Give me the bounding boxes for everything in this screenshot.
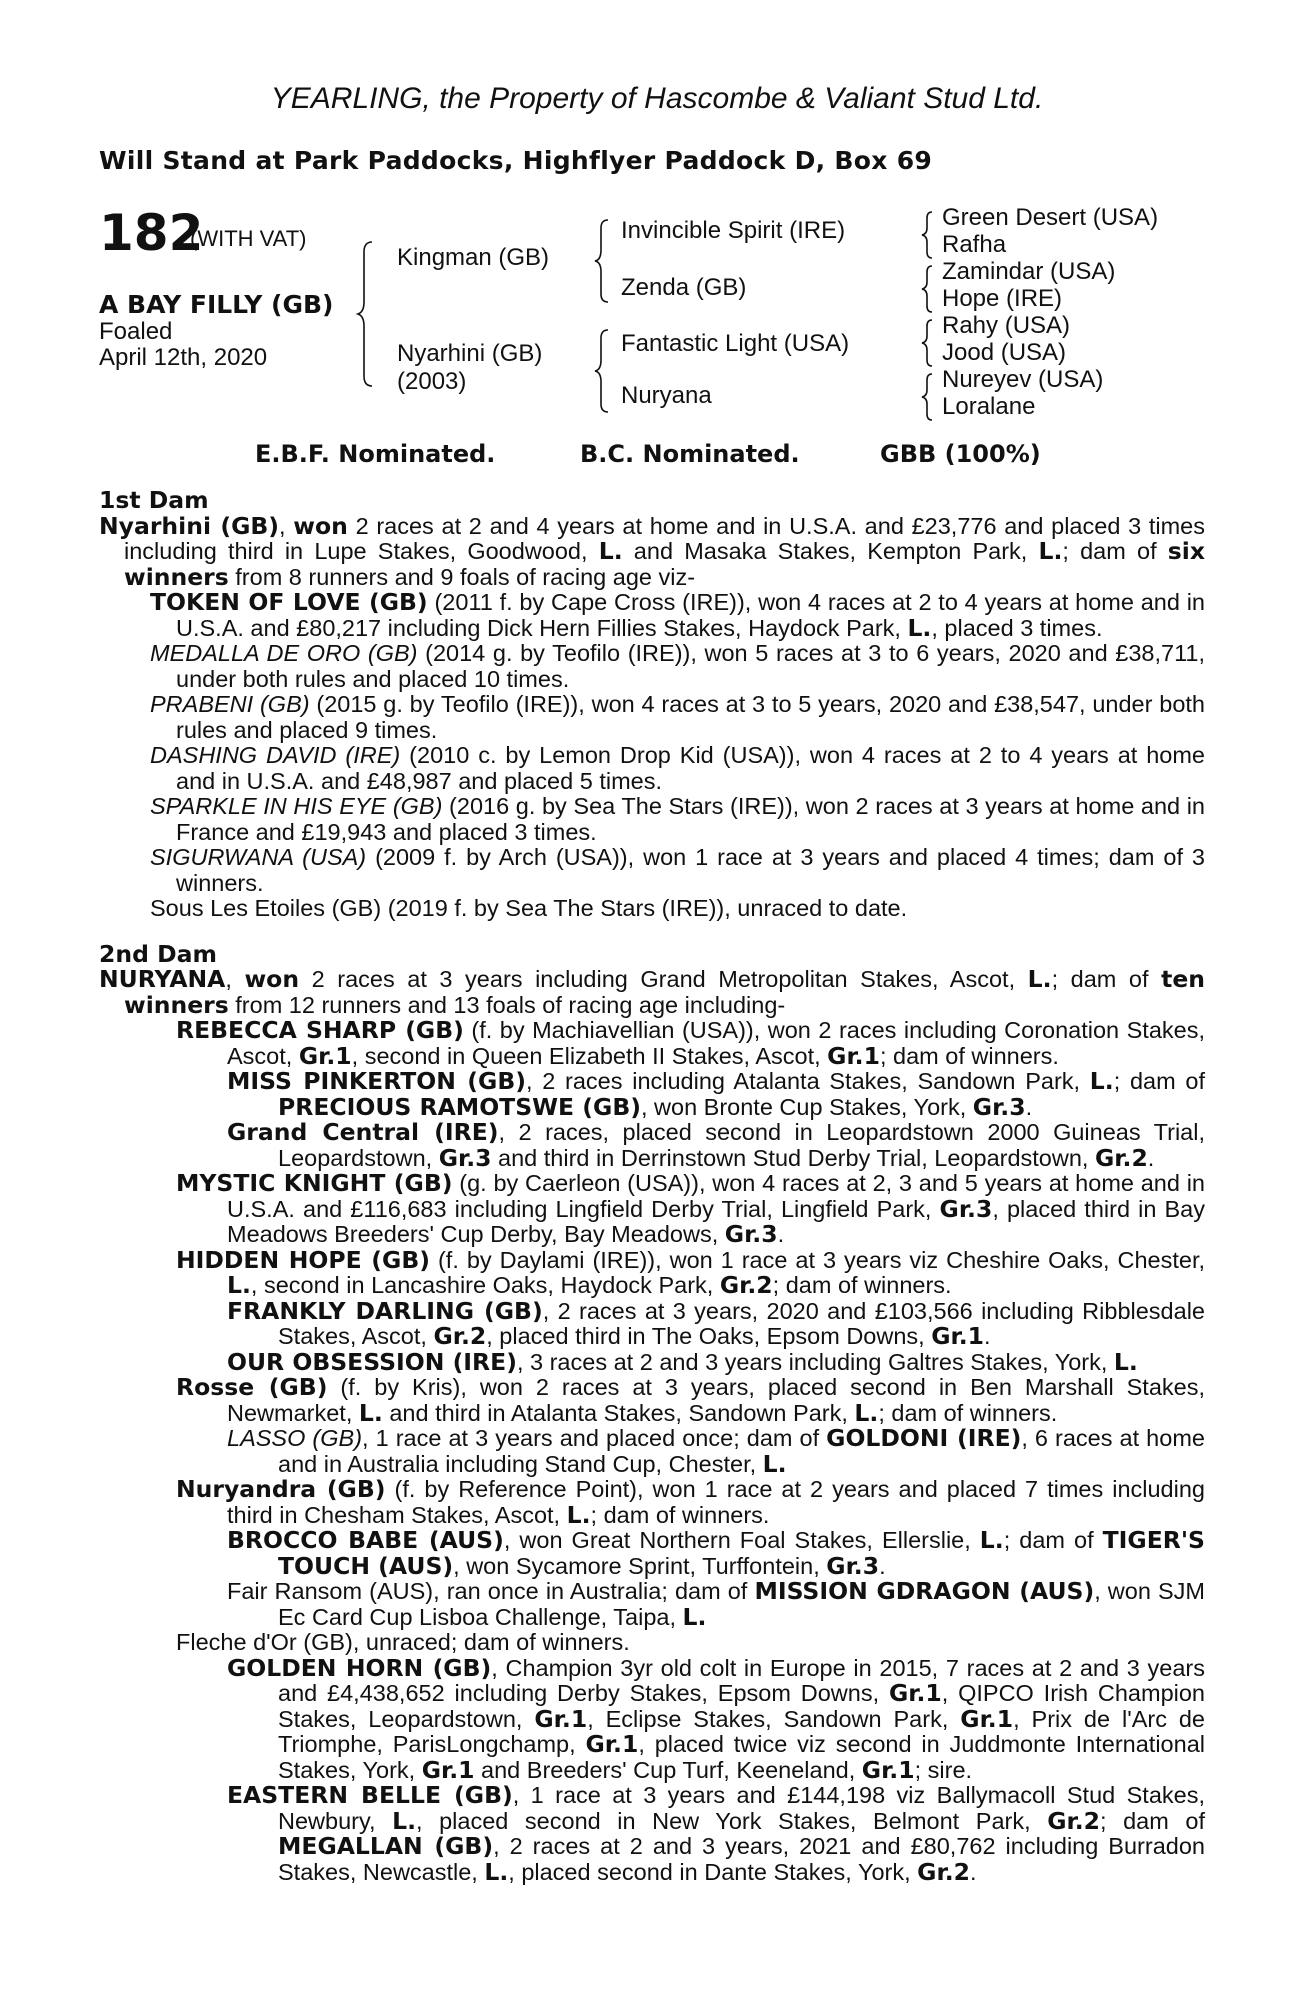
- bold-run: L.: [762, 1449, 787, 1478]
- bold-run: REBECCA SHARP (GB): [176, 1016, 464, 1044]
- text-run: ; dam of: [1100, 1807, 1205, 1834]
- bold-run: Gr.3: [438, 1143, 492, 1172]
- text-run: , placed 3 times.: [931, 614, 1103, 641]
- bold-run: L.: [854, 1398, 879, 1427]
- bold-run: MYSTIC KNIGHT (GB): [176, 1169, 453, 1197]
- dam-dam-name: Nuryana: [621, 382, 712, 409]
- catalogue-body: [99, 488, 1205, 1885]
- progeny-entry: [99, 1477, 1205, 1528]
- text-run: and third in Derrinstown Stud Derby Trial, Leopardstown,: [491, 1144, 1095, 1171]
- text-run: .: [984, 1323, 991, 1349]
- text-run: (f. by Machiavellian (USA)), won 2 races including Coronation Stakes, Ascot,: [227, 1017, 1205, 1069]
- dam-name: Nyarhini (GB): [397, 340, 543, 367]
- grand-progeny-entry: [99, 1783, 1205, 1885]
- text-run: (f. by Kris), won 2 races at 3 years, placed second in Ben Marshall Stakes, Newmarket,: [227, 1374, 1205, 1426]
- stand-location: Will Stand at Park Paddocks, Highflyer Paddock D, Box 69: [99, 146, 933, 175]
- bold-run: Gr.1: [585, 1730, 639, 1758]
- first-dam-intro: [99, 511, 1205, 591]
- text-run: , second in Lancashire Oaks, Haydock Park,: [250, 1272, 720, 1298]
- progeny-entry: [99, 896, 1205, 922]
- text-run: , 2 races at 3 years, 2020 and £103,566 including Ribblesdale Stakes, Ascot,: [278, 1297, 1205, 1349]
- text-run: and Breeders' Cup Turf, Keeneland,: [474, 1756, 862, 1783]
- text-run: , placed second in New York Stakes, Belmont Park,: [416, 1807, 1048, 1834]
- text-run: (2015 g. by Teofilo (IRE)), won 4 races at 3 to 5 years, 2020 and £38,547, under both rules and placed 9 times.: [176, 691, 1205, 743]
- italic-run: PRABENI (GB): [150, 691, 310, 717]
- bold-run: GOLDEN HORN (GB): [227, 1653, 492, 1682]
- grand-progeny-entry: [99, 1069, 1205, 1120]
- bold-run: Gr.1: [861, 1755, 915, 1784]
- italic-run: LASSO (GB): [227, 1425, 363, 1451]
- text-run: ; dam of winners.: [590, 1501, 770, 1528]
- bold-run: six winners: [124, 537, 1205, 591]
- second-dam-intro: [99, 967, 1205, 1018]
- text-run: Sous Les Etoiles (GB) (2019 f. by Sea The Stars (IRE)), unraced to date.: [150, 895, 908, 921]
- bold-run: Gr.3: [826, 1551, 880, 1580]
- bold-run: MEGALLAN (GB): [278, 1832, 494, 1860]
- vat-note: (WITH VAT): [190, 226, 307, 251]
- text-run: , 2 races at 2 and 3 years, 2021 and £80,762 including Burradon Stakes, Newcastle,: [278, 1833, 1205, 1885]
- italic-run: SIGURWANA (USA): [150, 844, 367, 870]
- sire-dam-name: Zenda (GB): [621, 274, 747, 301]
- grand-progeny-entry: [99, 1653, 1205, 1784]
- bold-run: EASTERN BELLE (GB): [227, 1781, 513, 1809]
- first-dam-progeny: [99, 590, 1205, 922]
- lot-description: A BAY FILLY (GB): [99, 290, 334, 319]
- bold-run: Gr.1: [888, 1679, 942, 1707]
- progeny-entry: [99, 1171, 1205, 1248]
- text-run: Fleche d'Or (GB), unraced; dam of winners.: [176, 1629, 630, 1655]
- ancestor-6: Jood (USA): [942, 339, 1067, 366]
- bold-run: L.: [484, 1857, 509, 1886]
- bold-run: MISSION GDRAGON (AUS): [754, 1577, 1095, 1605]
- text-run: , placed twice viz second in Juddmonte International Stakes, York,: [278, 1731, 1205, 1783]
- bold-run: Gr.1: [827, 1041, 880, 1070]
- text-run: ; dam of: [1113, 1068, 1205, 1094]
- dam-sire-name: Fantastic Light (USA): [621, 330, 850, 357]
- text-run: , won SJM Ec Card Cup Lisboa Challenge, Taipa,: [278, 1578, 1205, 1630]
- text-run: (2016 g. by Sea The Stars (IRE)), won 2 races at 3 years at home and in France and £19,943 and placed 3 times.: [176, 793, 1205, 845]
- bold-run: HIDDEN HOPE (GB): [176, 1245, 430, 1274]
- text-run: , won Sycamore Sprint, Turffontein,: [453, 1552, 827, 1579]
- text-run: (g. by Caerleon (USA)), won 4 races at 2, 3 and 5 years at home and in U.S.A. and £116,683 including Lingfield Derby Trial, Lingfield Park,: [227, 1170, 1206, 1222]
- text-run: Fair Ransom (AUS), ran once in Australia; dam of: [227, 1578, 755, 1604]
- grand-progeny-entry: [99, 1426, 1205, 1477]
- text-run: .: [969, 1858, 977, 1885]
- bold-run: won: [244, 965, 300, 993]
- pedigree-bracket-main: [360, 240, 380, 390]
- bold-run: L.: [227, 1271, 251, 1299]
- pedigree-bracket-g2: [922, 264, 936, 314]
- pedigree-bracket-dam: [596, 328, 616, 414]
- bold-run: Gr.2: [1094, 1143, 1148, 1172]
- bold-run: FRANKLY DARLING (GB): [227, 1296, 543, 1325]
- text-run: from 8 runners and 9 foals of racing age viz-: [228, 563, 696, 590]
- grand-progeny-entry: [99, 1296, 1205, 1350]
- text-run: (2010 c. by Lemon Drop Kid (USA)), won 4 races at 2 to 4 years at home and in U.S.A. and £48,987 and placed 5 times.: [176, 742, 1205, 794]
- bold-run: Gr.2: [1047, 1806, 1100, 1835]
- grand-progeny-entry: [99, 1120, 1205, 1171]
- text-run: , Champion 3yr old colt in Europe in 2015, 7 races at 2 and 3 years and £4,438,652 including Derby Stakes, Epsom Downs,: [278, 1654, 1205, 1706]
- bold-run: won: [293, 511, 348, 540]
- progeny-entry: [99, 1630, 1205, 1656]
- bold-run: Nuryandra (GB): [176, 1475, 386, 1503]
- text-run: , 1 race at 3 years and £144,198 viz Ballymacoll Stud Stakes, Newbury,: [278, 1782, 1205, 1834]
- bold-run: Gr.1: [534, 1704, 588, 1733]
- bold-run: OUR OBSESSION (IRE): [227, 1347, 517, 1376]
- text-run: , placed third in The Oaks, Epsom Downs,: [486, 1323, 932, 1349]
- bold-run: L.: [566, 1500, 591, 1529]
- text-run: (2011 f. by Cape Cross (IRE)), won 4 races at 2 to 4 years at home and in U.S.A. and £80,217 including Dick Hern Fillies Stakes, Haydock Park,: [176, 589, 1205, 641]
- bold-run: Gr.3: [972, 1092, 1026, 1121]
- lot-number: 182: [99, 204, 204, 262]
- gbb-status: GBB (100%): [880, 440, 1041, 468]
- text-run: ; dam of winners.: [878, 1399, 1058, 1426]
- text-run: (2014 g. by Teofilo (IRE)), won 5 races at 3 to 6 years, 2020 and £38,711, under both rules and placed 10 times.: [176, 640, 1205, 692]
- text-run: ; dam of winners.: [772, 1272, 952, 1298]
- bold-run: NURYANA: [99, 965, 226, 993]
- bold-run: L.: [1113, 1347, 1138, 1376]
- text-run: ,: [279, 512, 294, 539]
- ancestor-1: Green Desert (USA): [942, 204, 1159, 231]
- bold-run: Gr.1: [421, 1755, 475, 1784]
- bold-run: L.: [1027, 965, 1052, 993]
- text-run: from 12 runners and 13 foals of racing age including-: [228, 991, 786, 1018]
- bold-run: L.: [979, 1526, 1004, 1554]
- bc-nomination: B.C. Nominated.: [580, 440, 800, 468]
- text-run: and third in Atalanta Stakes, Sandown Park,: [382, 1399, 855, 1426]
- text-run: , QIPCO Irish Champion Stakes, Leopardstown,: [278, 1680, 1205, 1732]
- text-run: , Prix de l'Arc de Triomphe, ParisLongchamp,: [278, 1705, 1205, 1757]
- text-run: ; dam of winners.: [879, 1042, 1059, 1069]
- progeny-entry: [99, 1375, 1205, 1426]
- text-run: (f. by Daylami (IRE)), won 1 race at 3 years viz Cheshire Oaks, Chester,: [430, 1246, 1205, 1273]
- text-run: ; dam of: [1062, 538, 1168, 564]
- bold-run: Nyarhini (GB): [99, 511, 280, 540]
- bold-run: Gr.2: [917, 1857, 970, 1886]
- bold-run: ten winners: [124, 965, 1205, 1019]
- ancestor-8: Loralane: [942, 393, 1036, 420]
- text-run: (2009 f. by Arch (USA)), won 1 race at 3 years and placed 4 times; dam of 3 winners.: [176, 844, 1206, 896]
- text-run: , second in Queen Elizabeth II Stakes, Ascot,: [351, 1042, 828, 1069]
- bold-run: Grand Central (IRE): [227, 1118, 499, 1146]
- text-run: , Eclipse Stakes, Sandown Park,: [587, 1705, 961, 1732]
- bold-run: L.: [392, 1806, 416, 1835]
- bold-run: Gr.3: [724, 1220, 778, 1248]
- bold-run: Gr.1: [931, 1322, 985, 1350]
- grand-progeny-entry: [99, 1347, 1205, 1376]
- text-run: , 2 races including Atalanta Stakes, Sandown Park,: [525, 1068, 1090, 1094]
- progeny-entry: [99, 794, 1205, 845]
- ancestor-5: Rahy (USA): [942, 312, 1071, 339]
- progeny-entry: [99, 590, 1205, 641]
- text-run: .: [1147, 1144, 1155, 1171]
- page-title: YEARLING, the Property of Hascombe & Valiant Stud Ltd.: [270, 82, 1044, 115]
- foaled-label: Foaled: [99, 318, 173, 345]
- text-run: (f. by Reference Point), won 1 race at 2 years and placed 7 times including third in Chesham Stakes, Ascot,: [227, 1476, 1205, 1528]
- ancestor-2: Rafha: [942, 231, 1007, 258]
- text-run: , won Great Northern Foal Stakes, Ellerslie,: [503, 1527, 980, 1553]
- text-run: ; dam of: [1051, 966, 1162, 992]
- text-run: .: [1025, 1093, 1033, 1120]
- sire-name: Kingman (GB): [397, 244, 550, 271]
- italic-run: SPARKLE IN HIS EYE (GB): [150, 793, 443, 819]
- bold-run: MISS PINKERTON (GB): [227, 1067, 526, 1095]
- ancestor-4: Hope (IRE): [942, 285, 1063, 312]
- text-run: ; dam of: [1003, 1527, 1103, 1553]
- ebf-nomination: E.B.F. Nominated.: [255, 440, 496, 468]
- bold-run: PRECIOUS RAMOTSWE (GB): [278, 1092, 641, 1121]
- text-run: , 3 races at 2 and 3 years including Galtres Stakes, York,: [516, 1348, 1114, 1375]
- text-run: ,: [225, 966, 245, 992]
- text-run: 2 races at 3 years including Grand Metropolitan Stakes, Ascot,: [299, 966, 1028, 992]
- text-run: , 1 race at 3 years and placed once; dam of: [362, 1425, 827, 1451]
- progeny-entry: [99, 692, 1205, 743]
- progeny-entry: [99, 641, 1205, 692]
- bold-run: Gr.3: [939, 1194, 993, 1223]
- bold-run: L.: [358, 1398, 383, 1427]
- text-run: .: [777, 1221, 785, 1247]
- bold-run: Rosse (GB): [176, 1373, 328, 1401]
- sire-sire-name: Invincible Spirit (IRE): [621, 217, 846, 244]
- bold-run: TOKEN OF LOVE (GB): [150, 588, 428, 616]
- text-run: 2 races at 2 and 4 years at home and in U.S.A. and £23,776 and placed 3 times including third in Lupe Stakes, Goodwood,: [124, 512, 1205, 564]
- progeny-entry: [99, 743, 1205, 794]
- bold-run: Gr.2: [719, 1271, 773, 1299]
- bold-run: BROCCO BABE (AUS): [227, 1526, 504, 1554]
- progeny-entry: [99, 1245, 1205, 1299]
- text-run: , 2 races, placed second in Leopardstown 2000 Guineas Trial, Leopardstown,: [278, 1119, 1205, 1171]
- bold-run: L.: [598, 537, 623, 565]
- pedigree-bracket-g4: [922, 372, 936, 422]
- bold-run: L.: [682, 1602, 707, 1631]
- grand-progeny-entry: [99, 1528, 1205, 1579]
- text-run: , 6 races at home and in Australia including Stand Cup, Chester,: [278, 1425, 1205, 1477]
- bold-run: GOLDONI (IRE): [826, 1424, 1022, 1452]
- progeny-entry: [99, 1018, 1205, 1069]
- text-run: and Masaka Stakes, Kempton Park,: [622, 538, 1039, 564]
- second-dam-heading: 2nd Dam: [99, 939, 217, 968]
- text-run: , placed third in Bay Meadows Breeders' Cup Derby, Bay Meadows,: [227, 1195, 1205, 1247]
- second-dam-progeny: [99, 1018, 1205, 1885]
- bold-run: Gr.1: [960, 1704, 1014, 1733]
- bold-run: TIGER'S TOUCH (AUS): [278, 1526, 1205, 1580]
- text-run: , won Bronte Cup Stakes, York,: [640, 1093, 973, 1120]
- ancestor-3: Zamindar (USA): [942, 258, 1116, 285]
- text-run: .: [879, 1552, 886, 1579]
- text-run: , placed second in Dante Stakes, York,: [508, 1858, 918, 1885]
- bold-run: L.: [1038, 537, 1063, 565]
- bold-run: L.: [1089, 1067, 1114, 1095]
- italic-run: MEDALLA DE ORO (GB): [150, 640, 418, 666]
- dam-foaling-year: (2003): [397, 368, 467, 395]
- foaled-date: April 12th, 2020: [99, 344, 268, 371]
- bold-run: Gr.2: [433, 1322, 487, 1350]
- grand-progeny-entry: [99, 1579, 1205, 1630]
- italic-run: DASHING DAVID (IRE): [150, 742, 401, 768]
- pedigree-bracket-g3: [922, 318, 936, 368]
- ancestor-7: Nureyev (USA): [942, 366, 1104, 393]
- first-dam-heading: 1st Dam: [99, 486, 209, 514]
- bold-run: L.: [907, 613, 932, 642]
- pedigree-bracket-g1: [922, 210, 936, 260]
- text-run: ; sire.: [914, 1756, 973, 1783]
- pedigree-bracket-sire: [596, 218, 616, 304]
- bold-run: Gr.1: [298, 1041, 352, 1070]
- progeny-entry: [99, 845, 1205, 896]
